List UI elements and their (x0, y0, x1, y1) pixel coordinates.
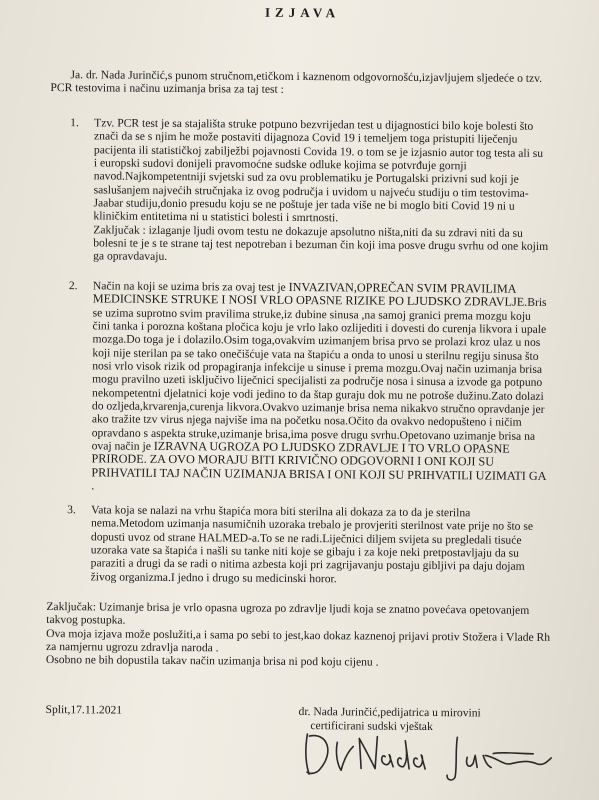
item-3: Vata koja se nalazi na vrhu štapića mora biti sterilna ali dokaza za to da je sterilna nema.Metodom uzimanja nasumičnih uzoraka trebalo je provjeriti sterilnost vate prije no što se dopusti uvoz od strane HALMED-a.To se ne radi.Liječnici diljem svijeta su pregledali tisuće uzoraka vate sa štapića i našli su tanke niti koje se gibaju i za koje neki pretpostavljaju da su paraziti a drugi da se radi o nitima azbesta koji pri zagrijavanju postaju gibljivi pa daju dojam živog organizma.I jedno i drugo su medicinski horor. (90, 503, 534, 586)
document-title: IZJAVA (264, 4, 341, 21)
item-number-3: 3. (67, 503, 76, 517)
conclusion-paragraph-2: Ova moja izjava može poslužiti,a i sama po sebi to jest,kao dokaz kaznenoj prijavi protiv Stožera i Vlade Rh za namjernu ugrozu zdravlja naroda . (46, 626, 551, 655)
item-2-text-b: Bris se uzima suprotno svim pravilima struke,iz dubine sinusa ,na samoj granici prema mozgu koju čini tanka i porozna koštana pločica koju je vrlo lako ozlijediti i dovesti do curenja likvora i upale mozga.Do toga je i dolazilo.Osim toga,ovakvim uzimanjem brisa prvo se prolazi kroz ulaz u nos koji nije sterilan pa se tako onečišćuje vata na štapiću a onda to unosi u sterilnu regiju sinusa što nosi vrlo visok rizik od propagiranja infekcije u sinuse i prema mozgu.Ovaj način uzimanja brisa mogu pravilno uzeti isključivo liječnici specijalisti za područje nosa i sinusa a izvode ga potpuno nekompetentni djelatnici koje vodi jedino to da štap guraju dok mu ne potroše dužinu.Zato dolazi do ozljeda,krvarenja,curenja likvora.Ovakvo uzimanje brisa nema nikakvo stručno opravdanje jer ako tražite tzv virus njega najviše ima na početku nosa.Očito da ovakvo nedopušteno i ničim opravdano s aspekta struke,uzimanje brisa,ima posve drugu svrhu.Opetovano uzimanje brisa na ovaj način je (91, 296, 547, 453)
handwritten-signature (297, 722, 557, 784)
conclusion-section (46, 600, 557, 671)
author-line-2: certificirani sudski vještak (310, 718, 433, 733)
conclusion-paragraph-1: Zaključak: Uzimanje brisa je vrlo opasna ugroza po zdravlje ljudi koja se znatno povećava opetovanjem takvog postupka. (46, 600, 530, 627)
item-1 (93, 116, 549, 266)
place-date: Split,17.11.2021 (45, 703, 123, 717)
conclusion-paragraph-3: Osobno ne bih dopustila takav način uzimanja brisa ni pod koju cijenu . (45, 653, 379, 669)
item-2 (91, 279, 548, 496)
item-2-caps-b: IZRAVNA UGROZA PO LJUDSKO ZDRAVLJE I TO VRLO OPASNE PRIRODE. ZA OVO MORAJU BITI KRIVIČNO ODGOVORNI I ONI KOJI SU PRIHVATILI TAJ NAČIN UZIMANJA BRISA I ONI KOJI SU PRIHVATILI UZIMATI GA . (91, 438, 546, 493)
intro-paragraph: Ja. dr. Nada Jurinčić,s punom stručnom,etičkom i kaznenom odgovornošću,izjavljujem sljedeće o tzv. PCR testovima i načinu uzimanja brisa za taj test : (50, 68, 543, 97)
author-line-1: dr. Nada Jurinčić,pedijatrica u mirovini (298, 704, 481, 720)
item-2-caps-a: INVAZIVAN,OPREČAN SVIM PRAVILIMA MEDICINSKE STRUKE I NOSI VRLO OPASNE RIZIKE PO LJUDSKO ZDRAVLJE. (92, 279, 528, 310)
item-number-2: 2. (68, 279, 78, 293)
item-2-text-a: Način na koji se uzima bris za ovaj test je (92, 279, 289, 294)
item-number-1: 1. (70, 116, 79, 130)
item-1-text: Tzv. PCR test je sa stajališta struke potpuno bezvrijedan test u dijagnostici bilo koje bolesti što znači da se s njim he može postaviti dijagnoza Covid 19 i temeljem toga pristupiti liječenju pacijenta ili statističkoj zabilježbi pojavnosti Covida 19. o tom se je izjasnio autor tog testa ali su i europski sudovi donijeli pravomoćne sudske odluke kojima se potvrđuje gornji navod.Najkompetentniji svjetski sud za ovu problematiku je Portugalski prizivni sud koji je saslušanjem najvećih stručnjaka iz ovog područja i uvidom u najveću studiju o tim testovima-Jaabar studiju,donio presudu koju se ne poštuje jer tada više ne bi moglo biti Covid 19 ni u kliničkim entitetima ni u statistici bolesti i smrtnosti. (93, 116, 544, 225)
item-1-conclusion: Zaključak : izlaganje ljudi ovom testu ne dokazuje apsolutno ništa,niti da su zdravi niti da su bolesni te je s te strane taj test nepotreban i bezuman čin koji ima posve drugu svrhu od one kojim ga opravdavaju. (93, 223, 549, 264)
